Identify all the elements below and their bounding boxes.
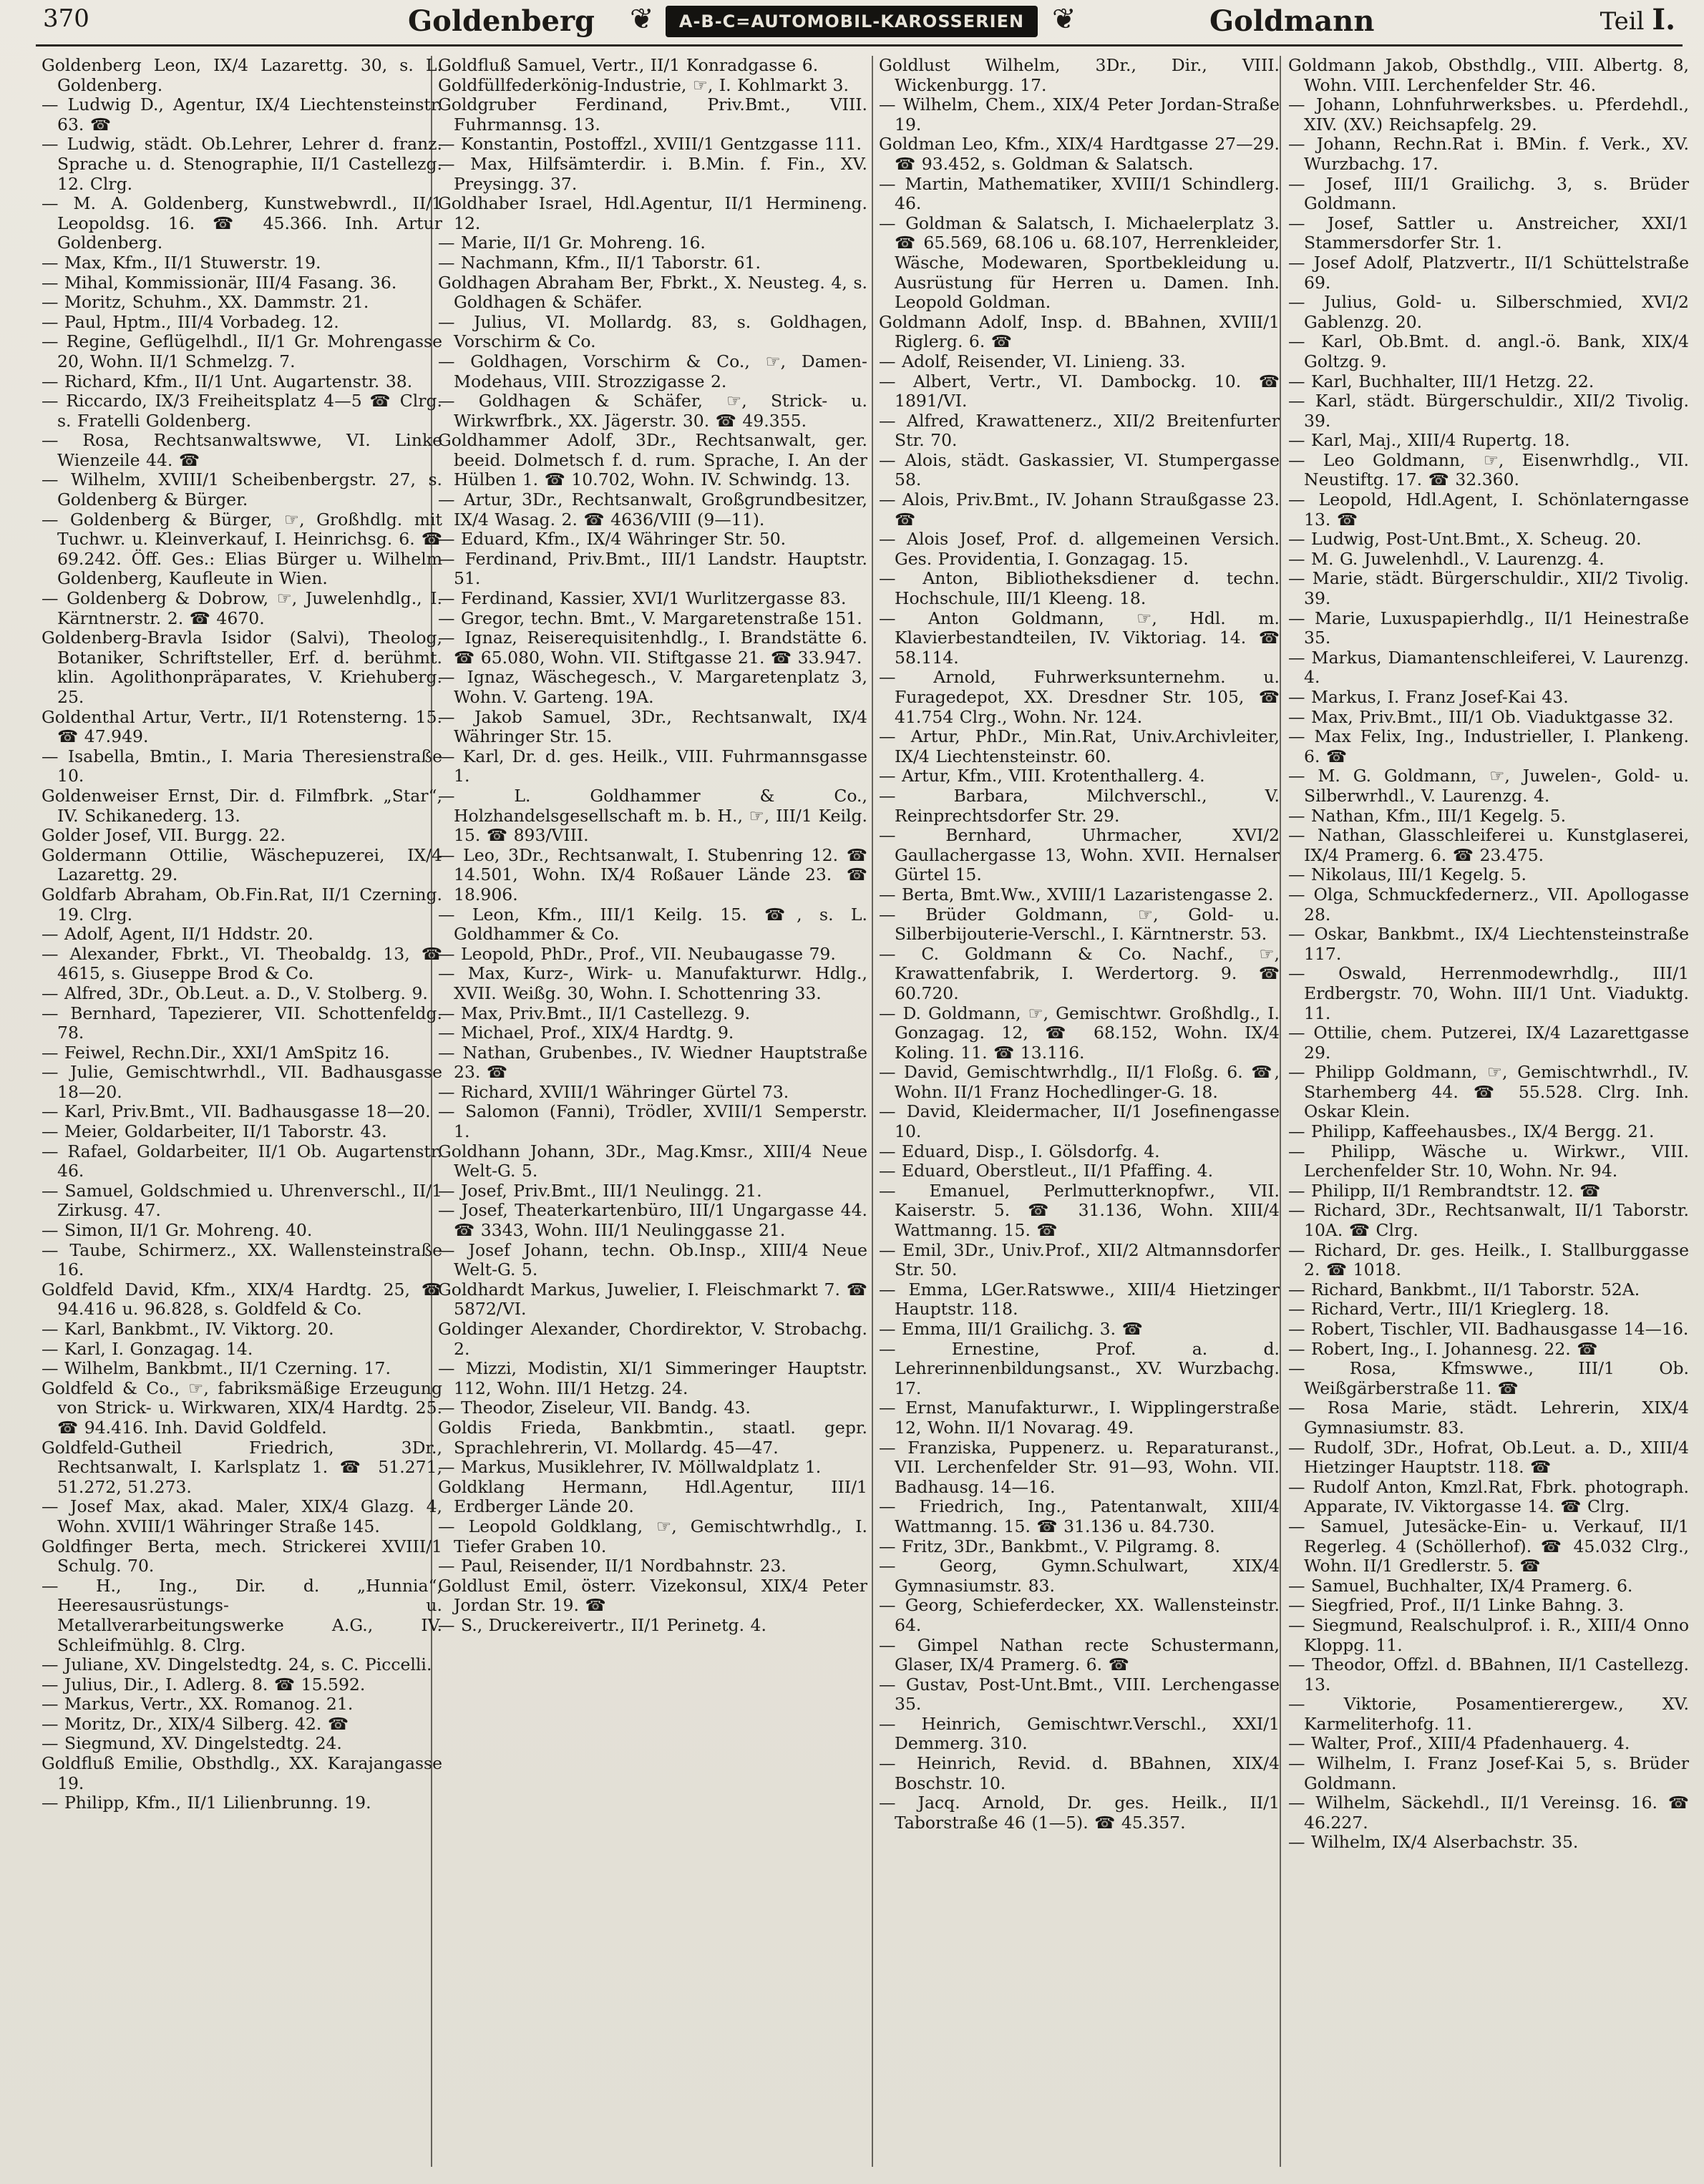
directory-entry: — Anton, Bibliotheksdiener d. techn. Hochschule, III/1 Kleeng. 18.	[879, 568, 1280, 609]
directory-entry: — Ernst, Manufakturwr., I. Wipplingerstraße 12, Wohn. II/1 Novarag. 49.	[879, 1398, 1280, 1438]
directory-entry: — Karl, Maj., XIII/4 Rupertg. 18.	[1288, 430, 1570, 451]
directory-entry: — Philipp, Kfm., II/1 Lilienbrunng. 19.	[42, 1793, 371, 1813]
directory-entry: — Philipp Goldmann, ☞, Gemischtwrhdl., IV. Starhemberg 44. ☎ 55.528. Clrg. Inh. Oskar Klein.	[1288, 1062, 1689, 1122]
directory-entry: — Ludwig, Post-Unt.Bmt., X. Scheug. 20.	[1288, 529, 1642, 550]
directory-entry: — M. G. Goldmann, ☞, Juwelen-, Gold- u. Silberwrhdl., V. Laurenzg. 4.	[1288, 766, 1689, 806]
part-label: Teil	[1600, 7, 1645, 36]
directory-entry: — Heinrich, Revid. d. BBahnen, XIX/4 Boschstr. 10.	[879, 1753, 1280, 1793]
directory-entry: Goldenthal Artur, Vertr., II/1 Rotensterng. 15. ☎ 47.949.	[42, 706, 442, 747]
directory-entry: — Philipp, Kaffeehausbes., IX/4 Bergg. 21.	[1288, 1121, 1655, 1142]
directory-entry: — Karl, Ob.Bmt. d. angl.-ö. Bank, XIX/4 Goltzg. 9.	[1288, 331, 1689, 371]
directory-entry: — Oswald, Herrenmodewrhdlg., III/1 Erdbergstr. 70, Wohn. III/1 Unt. Viaduktg. 11.	[1288, 963, 1689, 1023]
directory-entry: — Alois, Priv.Bmt., IV. Johann Straußgasse 23. ☎	[879, 489, 1280, 530]
directory-entry: — Theodor, Offzl. d. BBahnen, II/1 Castellezg. 13.	[1288, 1654, 1689, 1695]
directory-entry: — Richard, Dr. ges. Heilk., I. Stallburggasse 2. ☎ 1018.	[1288, 1239, 1689, 1280]
directory-entry: — Barbara, Milchverschl., V. Reinprechtsdorfer Str. 29.	[879, 785, 1280, 826]
directory-entry: — Fritz, 3Dr., Bankbmt., V. Pilgramg. 8.	[879, 1536, 1221, 1556]
directory-entry: — Richard, Kfm., II/1 Unt. Augartenstr. 38.	[42, 371, 413, 391]
directory-entry: — Ludwig D., Agentur, IX/4 Liechtensteinstr. 63. ☎	[42, 94, 442, 135]
directory-entry: — H., Ing., Dir. d. „Hunnia“, Heeresausrüstungs- u. Metallverarbeitungswerke A.G., IV. Schleifmühlg. 8. Clrg.	[42, 1575, 442, 1655]
directory-entry: — Ignaz, Wäschegesch., V. Margaretenplatz 3, Wohn. V. Garteng. 19A.	[438, 667, 867, 707]
directory-entry: — Goldhagen, Vorschirm & Co., ☞, Damen-Modehaus, VIII. Strozzigasse 2.	[438, 351, 867, 391]
directory-entry: — Emil, 3Dr., Univ.Prof., XII/2 Altmannsdorfer Str. 50.	[879, 1239, 1280, 1280]
directory-entry: Goldenberg-Bravla Isidor (Salvi), Theolog, Botaniker, Schriftsteller, Erf. d. berühmt. klin. Agolithonpräparates, V. Kriehuberg. 25.	[42, 628, 442, 707]
directory-entry: — Emma, III/1 Grailichg. 3. ☎	[879, 1319, 1143, 1339]
directory-entry: — Goldenberg & Dobrow, ☞, Juwelenhdlg., I. Kärntnerstr. 2. ☎ 4670.	[42, 588, 442, 628]
directory-entry: — Feiwel, Rechn.Dir., XXI/1 AmSpitz 16.	[42, 1042, 390, 1063]
column-divider	[872, 56, 873, 2167]
directory-entry: Goldgruber Ferdinand, Priv.Bmt., VIII. Fuhrmannsg. 13.	[438, 94, 867, 135]
directory-entry: — Richard, Vertr., III/1 Krieglerg. 18.	[1288, 1299, 1610, 1320]
part-number: I.	[1652, 3, 1675, 36]
directory-entry: — L. Goldhammer & Co., Holzhandelsgesellschaft m. b. H., ☞, III/1 Keilg. 15. ☎ 893/VIII.	[438, 785, 867, 846]
right-running-head: Goldmann	[1209, 4, 1375, 38]
directory-entry: — Richard, XVIII/1 Währinger Gürtel 73.	[438, 1081, 789, 1102]
directory-entry: — Samuel, Jutesäcke-Ein- u. Verkauf, II/1 Regerleg. 4 (Schöllerhof). ☎ 45.032 Clrg., Wohn. II/1 Gredlerstr. 5. ☎	[1288, 1516, 1689, 1576]
directory-entry: — Rosa, Rechtsanwaltswwe, VI. Linke Wienzeile 44. ☎	[42, 430, 442, 470]
directory-entry: — Juliane, XV. Dingelstedtg. 24, s. C. Piccelli.	[42, 1654, 432, 1675]
directory-entry: — Walter, Prof., XIII/4 Pfadenhauerg. 4.	[1288, 1733, 1630, 1754]
directory-entry: — Adolf, Agent, II/1 Hddstr. 20.	[42, 924, 313, 945]
directory-entry: — Artur, PhDr., Min.Rat, Univ.Archivleiter, IX/4 Liechtensteinstr. 60.	[879, 726, 1280, 766]
directory-entry: — Emma, LGer.Ratswwe., XIII/4 Hietzinger Hauptstr. 118.	[879, 1279, 1280, 1320]
directory-entry: — Moritz, Schuhm., XX. Dammstr. 21.	[42, 292, 369, 313]
directory-entry: — Ludwig, städt. Ob.Lehrer, Lehrer d. franz. Sprache u. d. Stenographie, II/1 Castellezg. 12. Clrg.	[42, 134, 442, 194]
directory-entry: — Richard, 3Dr., Rechtsanwalt, II/1 Taborstr. 10A. ☎ Clrg.	[1288, 1200, 1689, 1241]
page-number: 370	[43, 4, 89, 33]
directory-entry: — Friedrich, Ing., Patentanwalt, XIII/4 Wattmanng. 15. ☎ 31.136 u. 84.730.	[879, 1496, 1280, 1536]
directory-entry: — Konstantin, Postoffzl., XVIII/1 Gentzgasse 111.	[438, 134, 862, 155]
directory-entry: — Max, Priv.Bmt., III/1 Ob. Viaduktgasse 32.	[1288, 706, 1674, 727]
directory-entry: — Isabella, Bmtin., I. Maria Theresienstraße 10.	[42, 746, 442, 786]
directory-entry: — Simon, II/1 Gr. Mohreng. 40.	[42, 1220, 313, 1241]
directory-entry: — Alois, städt. Gaskassier, VI. Stumpergasse 58.	[879, 449, 1280, 490]
directory-entry: — Goldhagen & Schäfer, ☞, Strick- u. Wirkwrfbrk., XX. Jägerstr. 30. ☎ 49.355.	[438, 391, 867, 431]
directory-entry: Goldhaber Israel, Hdl.Agentur, II/1 Hermineng. 12.	[438, 193, 867, 233]
directory-entry: — M. A. Goldenberg, Kunstwebwrdl., II/1 Leopoldsg. 16. ☎ 45.366. Inh. Artur Goldenberg.	[42, 193, 442, 253]
directory-entry: Goldhardt Markus, Juwelier, I. Fleischmarkt 7. ☎ 5872/VI.	[438, 1279, 867, 1320]
directory-entry: — Julius, VI. Mollardg. 83, s. Goldhagen, Vorschirm & Co.	[438, 311, 867, 352]
directory-entry: — Julius, Dir., I. Adlerg. 8. ☎ 15.592.	[42, 1674, 366, 1695]
directory-entry: — Josef Johann, techn. Ob.Insp., XIII/4 Neue Welt-G. 5.	[438, 1239, 867, 1280]
directory-entry: — Leopold Goldklang, ☞, Gemischtwrhdlg., I. Tiefer Graben 10.	[438, 1516, 867, 1556]
directory-entry: — Alfred, Krawattenerz., XII/2 Breitenfurter Str. 70.	[879, 410, 1280, 451]
directory-entry: Goldhammer Adolf, 3Dr., Rechtsanwalt, ger. beeid. Dolmetsch f. d. rum. Sprache, I. An der Hülben 1. ☎ 10.702, Wohn. IV. Schwindg. 13.	[438, 430, 867, 490]
directory-entry: Goldfarb Abraham, Ob.Fin.Rat, II/1 Czerning. 19. Clrg.	[42, 884, 442, 925]
directory-entry: — Josef Adolf, Platzvertr., II/1 Schüttelstraße 69.	[1288, 252, 1689, 293]
directory-entry: — Leopold, Hdl.Agent, I. Schönlaterngasse 13. ☎	[1288, 489, 1689, 530]
directory-entry: — Gimpel Nathan recte Schustermann, Glaser, IX/4 Pramerg. 6. ☎	[879, 1634, 1280, 1675]
directory-entry: — Julius, Gold- u. Silberschmied, XVI/2 Gablenzg. 20.	[1288, 292, 1689, 332]
directory-entry: — Eduard, Disp., I. Gölsdorfg. 4.	[879, 1141, 1160, 1161]
directory-entry: — Ottilie, chem. Putzerei, IX/4 Lazarettgasse 29.	[1288, 1023, 1689, 1063]
directory-entry: — Brüder Goldmann, ☞, Gold- u. Silberbijouterie-Verschl., I. Kärntnerstr. 53.	[879, 904, 1280, 945]
directory-entry: — Artur, 3Dr., Rechtsanwalt, Großgrundbesitzer, IX/4 Wasag. 2. ☎ 4636/VIII (9—11).	[438, 489, 867, 530]
directory-entry: — Alexander, Fbrkt., VI. Theobaldg. 13, ☎ 4615, s. Giuseppe Brod & Co.	[42, 943, 442, 984]
directory-entry: — Samuel, Buchhalter, IX/4 Pramerg. 6.	[1288, 1575, 1633, 1596]
directory-entry: — Ferdinand, Priv.Bmt., III/1 Landstr. Hauptstr. 51.	[438, 548, 867, 589]
directory-entry: — Siegmund, XV. Dingelstedtg. 24.	[42, 1733, 342, 1754]
directory-entry: — Markus, Diamantenschleiferei, V. Laurenzg. 4.	[1288, 647, 1689, 688]
directory-entry: — Johann, Lohnfuhrwerksbes. u. Pferdehdl., XIV. (XV.) Reichsapfelg. 29.	[1288, 94, 1689, 135]
directory-entry: Goldenberg Leon, IX/4 Lazarettg. 30, s. L. Goldenberg.	[42, 56, 442, 95]
directory-entry: — Artur, Kfm., VIII. Krotenthallerg. 4.	[879, 766, 1205, 786]
directory-entry: Goldmann Adolf, Insp. d. BBahnen, XVIII/1 Riglerg. 6. ☎	[879, 311, 1280, 352]
directory-entry: — Markus, Vertr., XX. Romanog. 21.	[42, 1694, 354, 1715]
directory-entry: — Alois Josef, Prof. d. allgemeinen Versich. Ges. Providentia, I. Gonzagag. 15.	[879, 529, 1280, 569]
directory-entry: — Samuel, Goldschmied u. Uhrenverschl., II/1 Zirkusg. 47.	[42, 1180, 442, 1221]
directory-entry: — Ignaz, Reiserequisitenhdlg., I. Brandstätte 6. ☎ 65.080, Wohn. VII. Stiftgasse 21. ☎ 33.947.	[438, 628, 867, 668]
directory-entry: — Gustav, Post-Unt.Bmt., VIII. Lerchengasse 35.	[879, 1674, 1280, 1715]
directory-entry: Golder Josef, VII. Burgg. 22.	[42, 825, 286, 846]
directory-entry: — Jacq. Arnold, Dr. ges. Heilk., II/1 Taborstraße 46 (1—5). ☎ 45.357.	[879, 1793, 1280, 1833]
directory-entry: — Paul, Hptm., III/4 Vorbadeg. 12.	[42, 311, 339, 332]
directory-entry: — Johann, Rechn.Rat i. BMin. f. Verk., XV. Wurzbachg. 17.	[1288, 134, 1689, 174]
directory-entry: — C. Goldmann & Co. Nachf., ☞, Krawattenfabrik, I. Werdertorg. 9. ☎ 60.720.	[879, 943, 1280, 1003]
directory-entry: — Franziska, Puppenerz. u. Reparaturanst., VII. Lerchenfelder Str. 91—93, Wohn. VII. Badhausg. 14—16.	[879, 1437, 1280, 1497]
header-rule	[36, 44, 1683, 47]
directory-entry: — Berta, Bmt.Ww., XVIII/1 Lazaristengasse 2.	[879, 884, 1274, 905]
directory-entry: Goldinger Alexander, Chordirektor, V. Strobachg. 2.	[438, 1319, 867, 1359]
directory-entry: — Georg, Gymn.Schulwart, XIX/4 Gymnasiumstr. 83.	[879, 1556, 1280, 1596]
directory-entry: — Goldman & Salatsch, I. Michaelerplatz 3. ☎ 65.569, 68.106 u. 68.107, Herrenkleider, Wäsche, Modewaren, Sportbekleidung u. Ausrüstung für Herren u. Damen. Inh. Leopold Goldman.	[879, 213, 1280, 313]
directory-entry: Goldis Frieda, Bankbmtin., staatl. gepr. Sprachlehrerin, VI. Mollardg. 45—47.	[438, 1417, 867, 1458]
directory-entry: — Wilhelm, I. Franz Josef-Kai 5, s. Brüder Goldmann.	[1288, 1753, 1689, 1793]
directory-entry: — Nathan, Kfm., III/1 Kegelg. 5.	[1288, 805, 1567, 826]
directory-entry: — Wilhelm, Säckehdl., II/1 Vereinsg. 16. ☎ 46.227.	[1288, 1793, 1689, 1833]
directory-entry: — Rafael, Goldarbeiter, II/1 Ob. Augartenstr. 46.	[42, 1141, 442, 1181]
directory-entry: — Ferdinand, Kassier, XVI/1 Wurlitzergasse 83.	[438, 588, 847, 609]
directory-entry: — Marie, Luxuspapierhdlg., II/1 Heinestraße 35.	[1288, 608, 1689, 648]
directory-entry: Goldhann Johann, 3Dr., Mag.Kmsr., XIII/4 Neue Welt-G. 5.	[438, 1141, 867, 1181]
directory-entry: Goldmann Jakob, Obsthdlg., VIII. Albertg. 8, Wohn. VIII. Lerchenfelder Str. 46.	[1288, 56, 1689, 95]
directory-entry: Goldfeld David, Kfm., XIX/4 Hardtg. 25, ☎ 94.416 u. 96.828, s. Goldfeld & Co.	[42, 1279, 442, 1320]
left-running-head: Goldenberg	[408, 4, 595, 38]
directory-entry: — Karl, Bankbmt., IV. Viktorg. 20.	[42, 1319, 334, 1339]
directory-entry: — Nachmann, Kfm., II/1 Taborstr. 61.	[438, 252, 761, 273]
directory-entry: Goldman Leo, Kfm., XIX/4 Hardtgasse 27—29. ☎ 93.452, s. Goldman & Salatsch.	[879, 134, 1280, 174]
directory-entry: Goldfinger Berta, mech. Strickerei XVIII/1 Schulg. 70.	[42, 1536, 442, 1576]
directory-entry: — Bernhard, Tapezierer, VII. Schottenfeldg. 78.	[42, 1003, 442, 1043]
directory-entry: — Anton Goldmann, ☞, Hdl. m. Klavierbestandteilen, IV. Viktoriag. 14. ☎ 58.114.	[879, 608, 1280, 668]
directory-entry: — Leopold, PhDr., Prof., VII. Neubaugasse 79.	[438, 943, 836, 964]
directory-entry: — Max, Hilfsämterdir. i. B.Min. f. Fin., XV. Preysingg. 37.	[438, 153, 867, 194]
directory-entry: — Arnold, Fuhrwerksunternehm. u. Furagedepot, XX. Dresdner Str. 105, ☎ 41.754 Clrg., Wohn. Nr. 124.	[879, 667, 1280, 727]
directory-entry: — Riccardo, IX/3 Freiheitsplatz 4—5 ☎ Clrg. s. Fratelli Goldenberg.	[42, 391, 442, 431]
directory-entry: — Julie, Gemischtwrhdl., VII. Badhausgasse 18—20.	[42, 1062, 442, 1102]
directory-entry: — Markus, Musiklehrer, IV. Möllwaldplatz 1.	[438, 1457, 822, 1478]
directory-entry: — M. G. Juwelenhdl., V. Laurenzg. 4.	[1288, 548, 1605, 569]
column-3	[879, 56, 1280, 2174]
directory-entry: Goldfeld & Co., ☞, fabriksmäßige Erzeugung von Strick- u. Wirkwaren, XIX/4 Hardtg. 25. ☎ 94.416. Inh. David Goldfeld.	[42, 1378, 442, 1438]
directory-entry: — Siegfried, Prof., II/1 Linke Bahng. 3.	[1288, 1595, 1625, 1616]
directory-entry: — Karl, Buchhalter, III/1 Hetzg. 22.	[1288, 371, 1595, 391]
directory-entry: — Heinrich, Gemischtwr.Verschl., XXI/1 Demmerg. 310.	[879, 1713, 1280, 1754]
directory-entry: — Georg, Schieferdecker, XX. Wallensteinstr. 64.	[879, 1595, 1280, 1635]
directory-entry: — Wilhelm, Bankbmt., II/1 Czerning. 17.	[42, 1358, 391, 1379]
directory-entry: — Max Felix, Ing., Industrieller, I. Plankeng. 6. ☎	[1288, 726, 1689, 766]
directory-entry: — Robert, Tischler, VII. Badhausgasse 14—16.	[1288, 1319, 1689, 1339]
directory-entry: — D. Goldmann, ☞, Gemischtwr. Großhdlg., I. Gonzagag. 12, ☎ 68.152, Wohn. IX/4 Koling. 11. ☎ 13.116.	[879, 1003, 1280, 1063]
column-2	[438, 56, 867, 2174]
directory-entry: — Paul, Reisender, II/1 Nordbahnstr. 23.	[438, 1556, 787, 1576]
directory-entry: Goldermann Ottilie, Wäschepuzerei, IX/4 Lazarettg. 29.	[42, 844, 442, 885]
emblem-icon: ❦	[630, 3, 654, 36]
directory-entry: — Alfred, 3Dr., Ob.Leut. a. D., V. Stolberg. 9.	[42, 983, 428, 1003]
directory-entry: — Emanuel, Perlmutterknopfwr., VII. Kaiserstr. 5. ☎ 31.136, Wohn. XIII/4 Wattmanng. 15. ☎	[879, 1180, 1280, 1241]
directory-entry: — Leo, 3Dr., Rechtsanwalt, I. Stubenring 12. ☎ 14.501, Wohn. IX/4 Roßauer Lände 23. ☎ 18.906.	[438, 844, 867, 905]
directory-entry: Goldfluß Emilie, Obsthdlg., XX. Karajangasse 19.	[42, 1753, 442, 1793]
directory-entry: Goldklang Hermann, Hdl.Agentur, III/1 Erdberger Lände 20.	[438, 1476, 867, 1517]
directory-entry: — Viktorie, Posamentierergew., XV. Karmeliterhofg. 11.	[1288, 1694, 1689, 1734]
directory-entry: — Leo Goldmann, ☞, Eisenwrhdlg., VII. Neustiftg. 17. ☎ 32.360.	[1288, 449, 1689, 490]
directory-entry: — Josef, Theaterkartenbüro, III/1 Ungargasse 44. ☎ 3343, Wohn. III/1 Neulinggasse 21.	[438, 1200, 867, 1241]
directory-entry: — Jakob Samuel, 3Dr., Rechtsanwalt, IX/4 Währinger Str. 15.	[438, 706, 867, 747]
directory-entry: — Martin, Mathematiker, XVIII/1 Schindlerg. 46.	[879, 173, 1280, 214]
directory-entry: — Leon, Kfm., III/1 Keilg. 15. ☎, s. L. Goldhammer & Co.	[438, 904, 867, 945]
page-header	[0, 0, 1704, 43]
directory-entry: — Marie, städt. Bürgerschuldir., XII/2 Tivolig. 39.	[1288, 568, 1689, 609]
directory-entry: — David, Kleidermacher, II/1 Josefinengasse 10.	[879, 1101, 1280, 1142]
directory-entry: — Nikolaus, III/1 Kegelg. 5.	[1288, 864, 1527, 885]
directory-entry: — S., Druckereivertr., II/1 Perinetg. 4.	[438, 1614, 766, 1635]
directory-entry: — Adolf, Reisender, VI. Linieng. 33.	[879, 351, 1186, 371]
directory-entry: Goldfeld-Gutheil Friedrich, 3Dr., Rechtsanwalt, I. Karlsplatz 1. ☎ 51.271, 51.272, 51.273.	[42, 1437, 442, 1497]
directory-entry: — Josef, Sattler u. Anstreicher, XXI/1 Stammersdorfer Str. 1.	[1288, 213, 1689, 253]
directory-entry: — Wilhelm, Chem., XIX/4 Peter Jordan-Straße 19.	[879, 94, 1280, 135]
directory-entry: — Wilhelm, IX/4 Alserbachstr. 35.	[1288, 1832, 1579, 1853]
directory-entry: — Rosa Marie, städt. Lehrerin, XIX/4 Gymnasiumstr. 83.	[1288, 1398, 1689, 1438]
directory-entry: — Karl, städt. Bürgerschuldir., XII/2 Tivolig. 39.	[1288, 391, 1689, 431]
directory-entry: — Robert, Ing., I. Johannesg. 22. ☎	[1288, 1338, 1598, 1359]
directory-entry: — Karl, Priv.Bmt., VII. Badhausgasse 18—20.	[42, 1101, 431, 1122]
directory-entry: — Max, Priv.Bmt., II/1 Castellezg. 9.	[438, 1003, 751, 1023]
directory-entry: — Goldenberg & Bürger, ☞, Großhdlg. mit Tuchwr. u. Kleinverkauf, I. Heinrichsg. 6. ☎ 69.242. Öff. Ges.: Elias Bürger u. Wilhelm Goldenberg, Kaufleute in Wien.	[42, 509, 442, 589]
part-indicator	[1600, 3, 1675, 36]
directory-entry: — Josef, III/1 Grailichg. 3, s. Brüder Goldmann.	[1288, 173, 1689, 214]
directory-entry: — Nathan, Grubenbes., IV. Wiedner Hauptstraße 23. ☎	[438, 1042, 867, 1083]
directory-entry: — Regine, Geflügelhdl., II/1 Gr. Mohrengasse 20, Wohn. II/1 Schmelzg. 7.	[42, 331, 442, 371]
directory-entry: — Rosa, Kfmswwe., III/1 Ob. Weißgärberstraße 11. ☎	[1288, 1358, 1689, 1398]
directory-entry: — Josef Max, akad. Maler, XIX/4 Glazg. 4, Wohn. XVIII/1 Währinger Straße 145.	[42, 1496, 442, 1536]
directory-entry: — Gregor, techn. Bmt., V. Margaretenstraße 151.	[438, 608, 862, 628]
directory-entry: Goldhagen Abraham Ber, Fbrkt., X. Neusteg. 4, s. Goldhagen & Schäfer.	[438, 272, 867, 313]
directory-entry: — Albert, Vertr., VI. Dambockg. 10. ☎ 1891/VI.	[879, 371, 1280, 411]
directory-entry: — Meier, Goldarbeiter, II/1 Taborstr. 43.	[42, 1121, 387, 1142]
directory-entry: — Nathan, Glasschleiferei u. Kunstglaserei, IX/4 Pramerg. 6. ☎ 23.475.	[1288, 825, 1689, 865]
directory-entry: — Eduard, Oberstleut., II/1 Pfaffing. 4.	[879, 1161, 1214, 1181]
emblem-icon: ❦	[1052, 3, 1076, 36]
directory-entry: — Oskar, Bankbmt., IX/4 Liechtensteinstraße 117.	[1288, 924, 1689, 964]
directory-entry: — Mizzi, Modistin, XI/1 Simmeringer Hauptstr. 112, Wohn. III/1 Hetzg. 24.	[438, 1358, 867, 1398]
directory-entry: — Rudolf Anton, Kmzl.Rat, Fbrk. photograph. Apparate, IV. Viktorgasse 14. ☎ Clrg.	[1288, 1476, 1689, 1517]
directory-entry: — Max, Kurz-, Wirk- u. Manufakturwr. Hdlg., XVII. Weißg. 30, Wohn. I. Schottenring 33.	[438, 963, 867, 1003]
directory-entry: — Marie, II/1 Gr. Mohreng. 16.	[438, 233, 706, 253]
directory-entry: Goldenweiser Ernst, Dir. d. Filmfbrk. „Star“, IV. Schikanederg. 13.	[42, 785, 442, 826]
directory-entry: — Siegmund, Realschulprof. i. R., XIII/4 Onno Kloppg. 11.	[1288, 1614, 1689, 1655]
directory-entry: Goldlust Wilhelm, 3Dr., Dir., VIII. Wickenburgg. 17.	[879, 56, 1280, 95]
directory-entry: — Moritz, Dr., XIX/4 Silberg. 42. ☎	[42, 1713, 349, 1734]
directory-entry: — Eduard, Kfm., IX/4 Währinger Str. 50.	[438, 529, 787, 550]
advertising-banner: A-B-C=AUTOMOBIL-KAROSSERIEN	[666, 6, 1038, 37]
directory-entry: — Philipp, II/1 Rembrandtstr. 12. ☎	[1288, 1180, 1601, 1201]
directory-entry: — Richard, Bankbmt., II/1 Taborstr. 52A.	[1288, 1279, 1640, 1300]
directory-entry: Goldfüllfederkönig-Industrie, ☞, I. Kohlmarkt 3.	[438, 74, 849, 95]
directory-entry: — Ernestine, Prof. a. d. Lehrerinnenbildungsanst., XV. Wurzbachg. 17.	[879, 1338, 1280, 1398]
directory-entry: — Josef, Priv.Bmt., III/1 Neulingg. 21.	[438, 1180, 762, 1201]
directory-entry: — David, Gemischtwrhdlg., II/1 Floßg. 6. ☎, Wohn. II/1 Franz Hochedlinger-G. 18.	[879, 1062, 1280, 1102]
directory-entry: Goldlust Emil, österr. Vizekonsul, XIX/4 Peter Jordan Str. 19. ☎	[438, 1575, 867, 1616]
column-4	[1288, 56, 1689, 2174]
directory-entry: — Bernhard, Uhrmacher, XVI/2 Gaullachergasse 13, Wohn. XVII. Hernalser Gürtel 15.	[879, 825, 1280, 885]
directory-entry: — Markus, I. Franz Josef-Kai 43.	[1288, 687, 1569, 707]
directory-entry: — Taube, Schirmerz., XX. Wallensteinstraße 16.	[42, 1239, 442, 1280]
directory-entry: — Rudolf, 3Dr., Hofrat, Ob.Leut. a. D., XIII/4 Hietzinger Hauptstr. 118. ☎	[1288, 1437, 1689, 1478]
directory-entry: — Max, Kfm., II/1 Stuwerstr. 19.	[42, 252, 321, 273]
directory-entry: — Mihal, Kommissionär, III/4 Fasang. 36.	[42, 272, 397, 293]
directory-entry: — Karl, Dr. d. ges. Heilk., VIII. Fuhrmannsgasse 1.	[438, 746, 867, 786]
directory-entry: — Salomon (Fanni), Trödler, XVIII/1 Semperstr. 1.	[438, 1101, 867, 1142]
directory-entry: Goldfluß Samuel, Vertr., II/1 Konradgasse 6.	[438, 56, 819, 75]
directory-entry: — Karl, I. Gonzagag. 14.	[42, 1338, 253, 1359]
directory-entry: — Wilhelm, XVIII/1 Scheibenbergstr. 27, s. Goldenberg & Bürger.	[42, 469, 442, 510]
column-divider	[1280, 56, 1281, 2167]
directory-entry: — Michael, Prof., XIX/4 Hardtg. 9.	[438, 1023, 734, 1043]
directory-entry: — Theodor, Ziseleur, VII. Bandg. 43.	[438, 1398, 751, 1418]
directory-entry: — Olga, Schmuckfedernerz., VII. Apollogasse 28.	[1288, 884, 1689, 925]
directory-entry: — Philipp, Wäsche u. Wirkwr., VIII. Lerchenfelder Str. 10, Wohn. Nr. 94.	[1288, 1141, 1689, 1181]
column-1	[42, 56, 442, 2174]
